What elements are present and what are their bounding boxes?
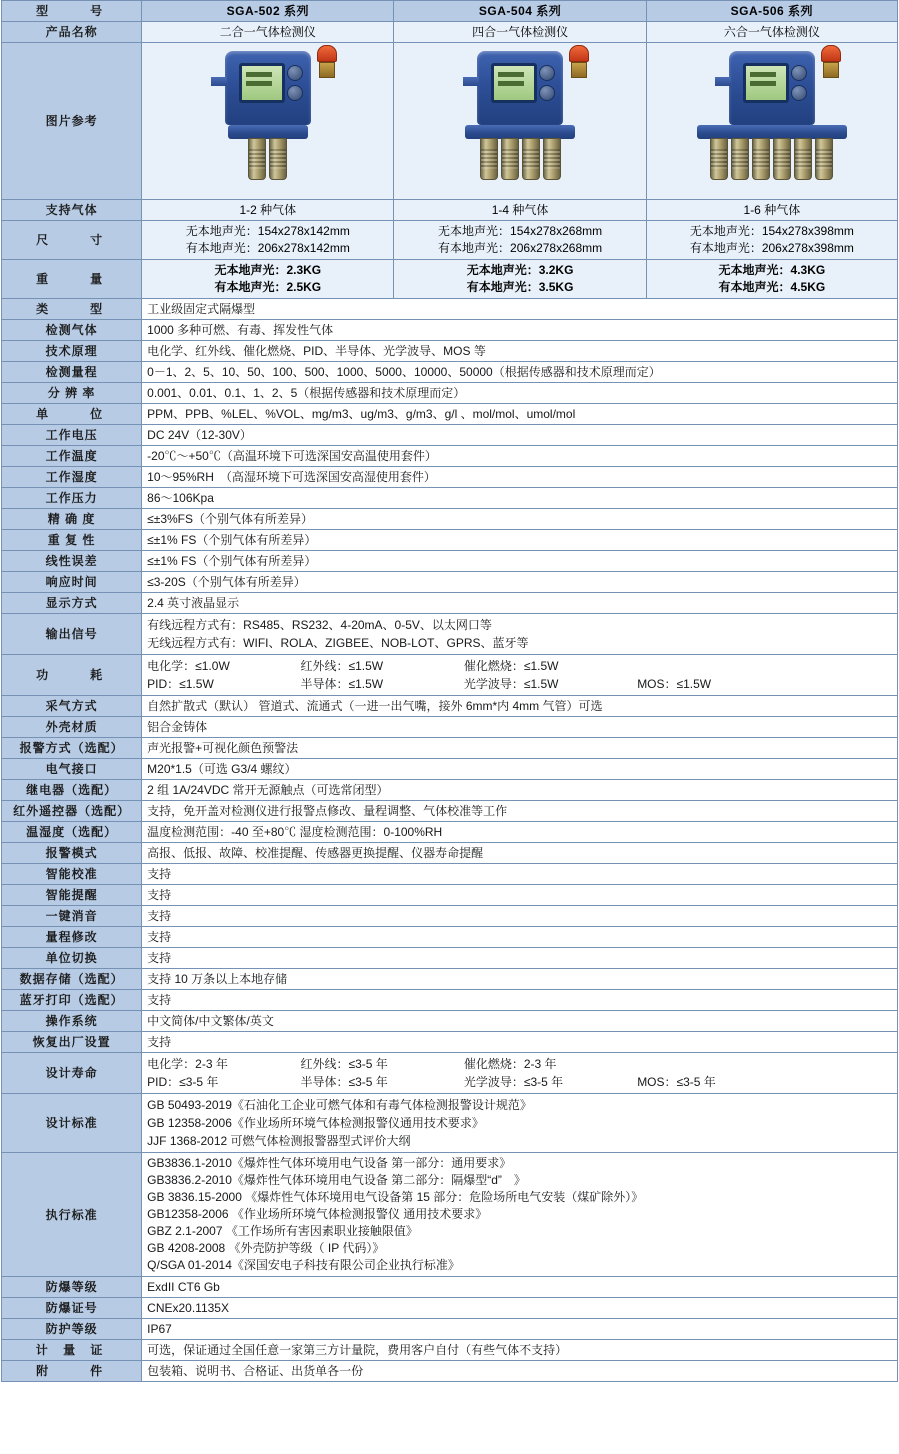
row-label-lifespan: 设计寿命 [2, 1053, 142, 1094]
table-row-model [2, 1, 898, 22]
row-label-support-gas: 支持气体 [2, 200, 142, 221]
power-line1 [147, 657, 892, 675]
exec-std-line-6: GB 4208-2008 《外壳防护等级（ IP 代码）》 [147, 1241, 385, 1255]
row-label-resolution: 分 辨 率 [2, 383, 142, 404]
table-row-ip-level [2, 1319, 898, 1340]
value-ip-level: IP67 [142, 1319, 898, 1340]
size-506-line2: 有本地声光：206x278x398mm [689, 241, 854, 255]
row-label-sampling: 采气方式 [2, 696, 142, 717]
value-interface: M20*1.5（可选 G3/4 螺纹） [142, 759, 898, 780]
lifespan-infrared: 红外线：≤3-5 年 [300, 1057, 388, 1071]
device-manifold [697, 125, 847, 139]
table-row-output [2, 614, 898, 655]
value-accuracy: ≤±3%FS（个别气体有所差异） [142, 509, 898, 530]
lifespan-pid: PID：≤3-5 年 [147, 1075, 219, 1089]
power-catalytic: 催化燃烧：≤1.5W [463, 659, 559, 673]
row-label-design-std: 设计标准 [2, 1094, 142, 1153]
row-label-factory-reset: 恢复出厂设置 [2, 1032, 142, 1053]
row-label-image: 图片参考 [2, 43, 142, 200]
weight-502-line2: 有本地声光：2.5KG [214, 280, 322, 294]
table-row-one-key-mute [2, 906, 898, 927]
output-line-wireless: 无线远程方式有：WIFI、ROLA、ZIGBEE、NOB-LOT、GPRS、蓝牙等 [147, 636, 529, 650]
support-gas-506: 1-6 种气体 [646, 200, 897, 221]
value-alarm-mode: 声光报警+可视化颜色预警法 [142, 738, 898, 759]
device-manifold [228, 125, 308, 139]
value-one-key-mute: 支持 [142, 906, 898, 927]
table-row-unit-switch [2, 948, 898, 969]
device-knob-bottom [287, 85, 303, 101]
size-502-line2: 有本地声光：206x278x142mm [185, 241, 350, 255]
support-gas-502: 1-2 种气体 [142, 200, 394, 221]
table-row-storage [2, 969, 898, 990]
value-repeat: ≤±1% FS（个别气体有所差异） [142, 530, 898, 551]
device-arm [211, 77, 227, 86]
table-row-power [2, 655, 898, 696]
weight-506 [646, 260, 897, 299]
table-row-type [2, 299, 898, 320]
value-type: 工业级固定式隔爆型 [142, 299, 898, 320]
table-row-work-temp [2, 446, 898, 467]
value-bt-print: 支持 [142, 990, 898, 1011]
value-relay: 2 组 1A/24VDC 常开无源触点（可选常闭型） [142, 780, 898, 801]
table-row-sampling [2, 696, 898, 717]
lifespan-line2 [147, 1073, 892, 1091]
table-row-interface [2, 759, 898, 780]
row-label-accuracy: 精 确 度 [2, 509, 142, 530]
row-label-accessories: 附 件 [2, 1361, 142, 1382]
power-electrochemical: 电化学：≤1.0W [147, 659, 230, 673]
weight-504-line2: 有本地声光：3.5KG [466, 280, 574, 294]
size-506-line1: 无本地声光：154x278x398mm [689, 224, 854, 238]
device-sensors [697, 138, 847, 180]
device-knob-bottom [791, 85, 807, 101]
table-row-display [2, 593, 898, 614]
table-row-relay [2, 780, 898, 801]
row-label-ex-cert: 防爆证号 [2, 1298, 142, 1319]
value-display: 2.4 英寸液晶显示 [142, 593, 898, 614]
value-unit-switch: 支持 [142, 948, 898, 969]
row-label-exec-std: 执行标准 [2, 1153, 142, 1277]
row-label-display: 显示方式 [2, 593, 142, 614]
table-row-temp-humi [2, 822, 898, 843]
lifespan-mos: MOS：≤3-5 年 [637, 1075, 716, 1089]
value-work-humidity: 10～95%RH （高湿环境下可选深国安高湿使用套件） [142, 467, 898, 488]
row-label-interface: 电气接口 [2, 759, 142, 780]
table-row-accuracy [2, 509, 898, 530]
table-row-support-gas [2, 200, 898, 221]
row-label-work-humidity: 工作湿度 [2, 467, 142, 488]
value-sampling: 自然扩散式（默认） 管道式、流通式（一进一出气嘴，接外 6mm*内 4mm 气管）可选 [142, 696, 898, 717]
row-label-metering-cert: 计 量 证 [2, 1340, 142, 1361]
device-knob-top [791, 65, 807, 81]
alarm-lamp-icon [821, 45, 841, 75]
table-row-metering-cert [2, 1340, 898, 1361]
value-power [142, 655, 898, 696]
table-row-detect-gas [2, 320, 898, 341]
table-row-alarm-model [2, 843, 898, 864]
lifespan-catalytic: 催化燃烧：2-3 年 [463, 1057, 557, 1071]
power-optical: 光学波导：≤1.5W [463, 677, 559, 691]
value-lifespan [142, 1053, 898, 1094]
table-row-work-pressure [2, 488, 898, 509]
table-row-weight [2, 260, 898, 299]
spec-table [1, 0, 898, 1382]
row-label-range-mod: 量程修改 [2, 927, 142, 948]
row-label-work-pressure: 工作压力 [2, 488, 142, 509]
device-knob-top [539, 65, 555, 81]
table-row-smart-cal [2, 864, 898, 885]
exec-std-line-4: GB12358-2006 《作业场所环境气体检测报警仪 通用技术要求》 [147, 1207, 488, 1221]
table-row-design-std [2, 1094, 898, 1153]
weight-504 [394, 260, 646, 299]
model-506: SGA-506 系列 [646, 1, 897, 22]
row-label-detect-gas: 检测气体 [2, 320, 142, 341]
value-range-mod: 支持 [142, 927, 898, 948]
lifespan-electrochemical: 电化学：2-3 年 [147, 1057, 228, 1071]
power-line2 [147, 675, 892, 693]
size-504-line2: 有本地声光：206x278x268mm [438, 241, 603, 255]
value-os: 中文简体/中文繁体/英文 [142, 1011, 898, 1032]
row-label-smart-cal: 智能校准 [2, 864, 142, 885]
device-screen [239, 63, 285, 103]
lifespan-line1 [147, 1055, 892, 1073]
value-storage: 支持 10 万条以上本地存储 [142, 969, 898, 990]
weight-502 [142, 260, 394, 299]
exec-std-line-7: Q/SGA 01-2014《深国安电子科技有限公司企业执行标准》 [147, 1258, 460, 1272]
row-label-temp-humi: 温湿度（选配） [2, 822, 142, 843]
row-label-one-key-mute: 一键消音 [2, 906, 142, 927]
row-label-range: 检测量程 [2, 362, 142, 383]
device-image-502 [142, 43, 394, 200]
table-row-image [2, 43, 898, 200]
table-row-size [2, 221, 898, 260]
value-ex-level: ExdII CT6 Gb [142, 1277, 898, 1298]
weight-506-line1: 无本地声光：4.3KG [718, 263, 826, 277]
alarm-lamp-icon [317, 45, 337, 75]
row-label-linear-err: 线性误差 [2, 551, 142, 572]
row-label-os: 操作系统 [2, 1011, 142, 1032]
power-infrared: 红外线：≤1.5W [300, 659, 384, 673]
design-std-line-1: GB 50493-2019《石油化工企业可燃气体和有毒气体检测报警设计规范》 [147, 1098, 532, 1112]
row-label-repeat: 重 复 性 [2, 530, 142, 551]
size-502 [142, 221, 394, 260]
size-502-line1: 无本地声光：154x278x142mm [185, 224, 350, 238]
device-screen [491, 63, 537, 103]
value-smart-cal: 支持 [142, 864, 898, 885]
exec-std-line-2: GB3836.2-2010《爆炸性气体环境用电气设备 第二部分：隔爆型“d” 》 [147, 1173, 526, 1187]
value-output [142, 614, 898, 655]
lifespan-semiconductor: 半导体：≤3-5 年 [300, 1075, 388, 1089]
row-label-unit-switch: 单位切换 [2, 948, 142, 969]
table-row-alarm-mode [2, 738, 898, 759]
value-exec-std [142, 1153, 898, 1277]
value-response: ≤3-20S（个别气体有所差异） [142, 572, 898, 593]
table-row-accessories [2, 1361, 898, 1382]
value-work-temp: -20℃～+50℃（高温环境下可选深国安高温使用套件） [142, 446, 898, 467]
exec-std-line-5: GBZ 2.1-2007 《工作场所有害因素职业接触限值》 [147, 1224, 418, 1238]
value-temp-humi: 温度检测范围：-40 至+80℃ 湿度检测范围：0-100%RH [142, 822, 898, 843]
exec-std-line-1: GB3836.1-2010《爆炸性气体环境用电气设备 第一部分：通用要求》 [147, 1156, 512, 1170]
design-std-line-2: GB 12358-2006《作业场所环境气体检测报警仪通用技术要求》 [147, 1116, 484, 1130]
support-gas-504: 1-4 种气体 [394, 200, 646, 221]
value-resolution: 0.001、0.01、0.1、1、2、5（根据传感器和技术原理而定） [142, 383, 898, 404]
lifespan-optical: 光学波导：≤3-5 年 [463, 1075, 564, 1089]
table-row-remote [2, 801, 898, 822]
size-504-line1: 无本地声光：154x278x268mm [438, 224, 603, 238]
table-row-range-mod [2, 927, 898, 948]
row-label-ex-level: 防爆等级 [2, 1277, 142, 1298]
size-504 [394, 221, 646, 260]
table-row-bt-print [2, 990, 898, 1011]
table-row-os [2, 1011, 898, 1032]
table-row-ex-level [2, 1277, 898, 1298]
row-label-alarm-mode: 报警方式（选配） [2, 738, 142, 759]
value-ex-cert: CNEx20.1135X [142, 1298, 898, 1319]
value-detect-gas: 1000 多种可燃、有毒、挥发性气体 [142, 320, 898, 341]
row-label-unit: 单 位 [2, 404, 142, 425]
device-manifold [465, 125, 575, 139]
value-voltage: DC 24V（12-30V） [142, 425, 898, 446]
row-label-weight: 重 量 [2, 260, 142, 299]
device-knob-top [287, 65, 303, 81]
product-name-504: 四合一气体检测仪 [394, 22, 646, 43]
weight-506-line2: 有本地声光：4.5KG [718, 280, 826, 294]
table-row-factory-reset [2, 1032, 898, 1053]
table-row-principle [2, 341, 898, 362]
value-accessories: 包装箱、说明书、合格证、出货单各一份 [142, 1361, 898, 1382]
table-row-voltage [2, 425, 898, 446]
product-name-502: 二合一气体检测仪 [142, 22, 394, 43]
device-screen [743, 63, 789, 103]
row-label-relay: 继电器（选配） [2, 780, 142, 801]
device-image-504 [394, 43, 646, 200]
table-row-work-humidity [2, 467, 898, 488]
table-row-linear-err [2, 551, 898, 572]
row-label-model: 型 号 [2, 1, 142, 22]
row-label-bt-print: 蓝牙打印（选配） [2, 990, 142, 1011]
table-row-product-name [2, 22, 898, 43]
value-factory-reset: 支持 [142, 1032, 898, 1053]
value-design-std [142, 1094, 898, 1153]
row-label-size: 尺 寸 [2, 221, 142, 260]
device-image-506 [646, 43, 897, 200]
device-sensors [465, 138, 575, 180]
alarm-lamp-icon [569, 45, 589, 75]
row-label-smart-remind: 智能提醒 [2, 885, 142, 906]
device-knob-bottom [539, 85, 555, 101]
table-row-ex-cert [2, 1298, 898, 1319]
row-label-shell: 外壳材质 [2, 717, 142, 738]
table-row-smart-remind [2, 885, 898, 906]
row-label-work-temp: 工作温度 [2, 446, 142, 467]
table-row-exec-std [2, 1153, 898, 1277]
row-label-response: 响应时间 [2, 572, 142, 593]
table-row-lifespan [2, 1053, 898, 1094]
row-label-power: 功 耗 [2, 655, 142, 696]
value-range: 0－1、2、5、10、50、100、500、1000、5000、10000、50000（根据传感器和技术原理而定） [142, 362, 898, 383]
value-metering-cert: 可选，保证通过全国任意一家第三方计量院，费用客户自付（有些气体不支持） [142, 1340, 898, 1361]
row-label-principle: 技术原理 [2, 341, 142, 362]
value-work-pressure: 86～106Kpa [142, 488, 898, 509]
device-arm [463, 77, 479, 86]
weight-502-line1: 无本地声光：2.3KG [214, 263, 322, 277]
power-mos: MOS：≤1.5W [637, 677, 712, 691]
weight-504-line1: 无本地声光：3.2KG [466, 263, 574, 277]
table-row-resolution [2, 383, 898, 404]
row-label-remote: 红外遥控器（选配） [2, 801, 142, 822]
device-arm [715, 77, 731, 86]
row-label-type: 类 型 [2, 299, 142, 320]
row-label-output: 输出信号 [2, 614, 142, 655]
product-name-506: 六合一气体检测仪 [646, 22, 897, 43]
device-sensors [225, 138, 311, 180]
exec-std-line-3: GB 3836.15-2000 《爆炸性气体环境用电气设备第 15 部分：危险场所电气安装（煤矿除外）》 [147, 1190, 644, 1204]
value-remote: 支持，免开盖对检测仪进行报警点修改、量程调整、气体校准等工作 [142, 801, 898, 822]
row-label-ip-level: 防护等级 [2, 1319, 142, 1340]
table-row-shell [2, 717, 898, 738]
value-unit: PPM、PPB、%LEL、%VOL、mg/m3、ug/m3、g/m3、g/l 、mol/mol、umol/mol [142, 404, 898, 425]
model-502: SGA-502 系列 [142, 1, 394, 22]
value-linear-err: ≤±1% FS（个别气体有所差异） [142, 551, 898, 572]
row-label-voltage: 工作电压 [2, 425, 142, 446]
table-row-repeat [2, 530, 898, 551]
table-row-range [2, 362, 898, 383]
power-semiconductor: 半导体：≤1.5W [300, 677, 384, 691]
value-shell: 铝合金铸体 [142, 717, 898, 738]
value-smart-remind: 支持 [142, 885, 898, 906]
table-row-response [2, 572, 898, 593]
row-label-product-name: 产品名称 [2, 22, 142, 43]
design-std-line-3: JJF 1368-2012 可燃气体检测报警器型式评价大纲 [147, 1134, 411, 1148]
model-504: SGA-504 系列 [394, 1, 646, 22]
table-row-unit [2, 404, 898, 425]
power-pid: PID：≤1.5W [147, 677, 214, 691]
value-alarm-model: 高报、低报、故障、校准提醒、传感器更换提醒、仪器寿命提醒 [142, 843, 898, 864]
value-principle: 电化学、红外线、催化燃烧、PID、半导体、光学波导、MOS 等 [142, 341, 898, 362]
size-506 [646, 221, 897, 260]
output-line-wired: 有线远程方式有：RS485、RS232、4-20mA、0-5V、以太网口等 [147, 618, 492, 632]
row-label-alarm-model: 报警模式 [2, 843, 142, 864]
row-label-storage: 数据存储（选配） [2, 969, 142, 990]
